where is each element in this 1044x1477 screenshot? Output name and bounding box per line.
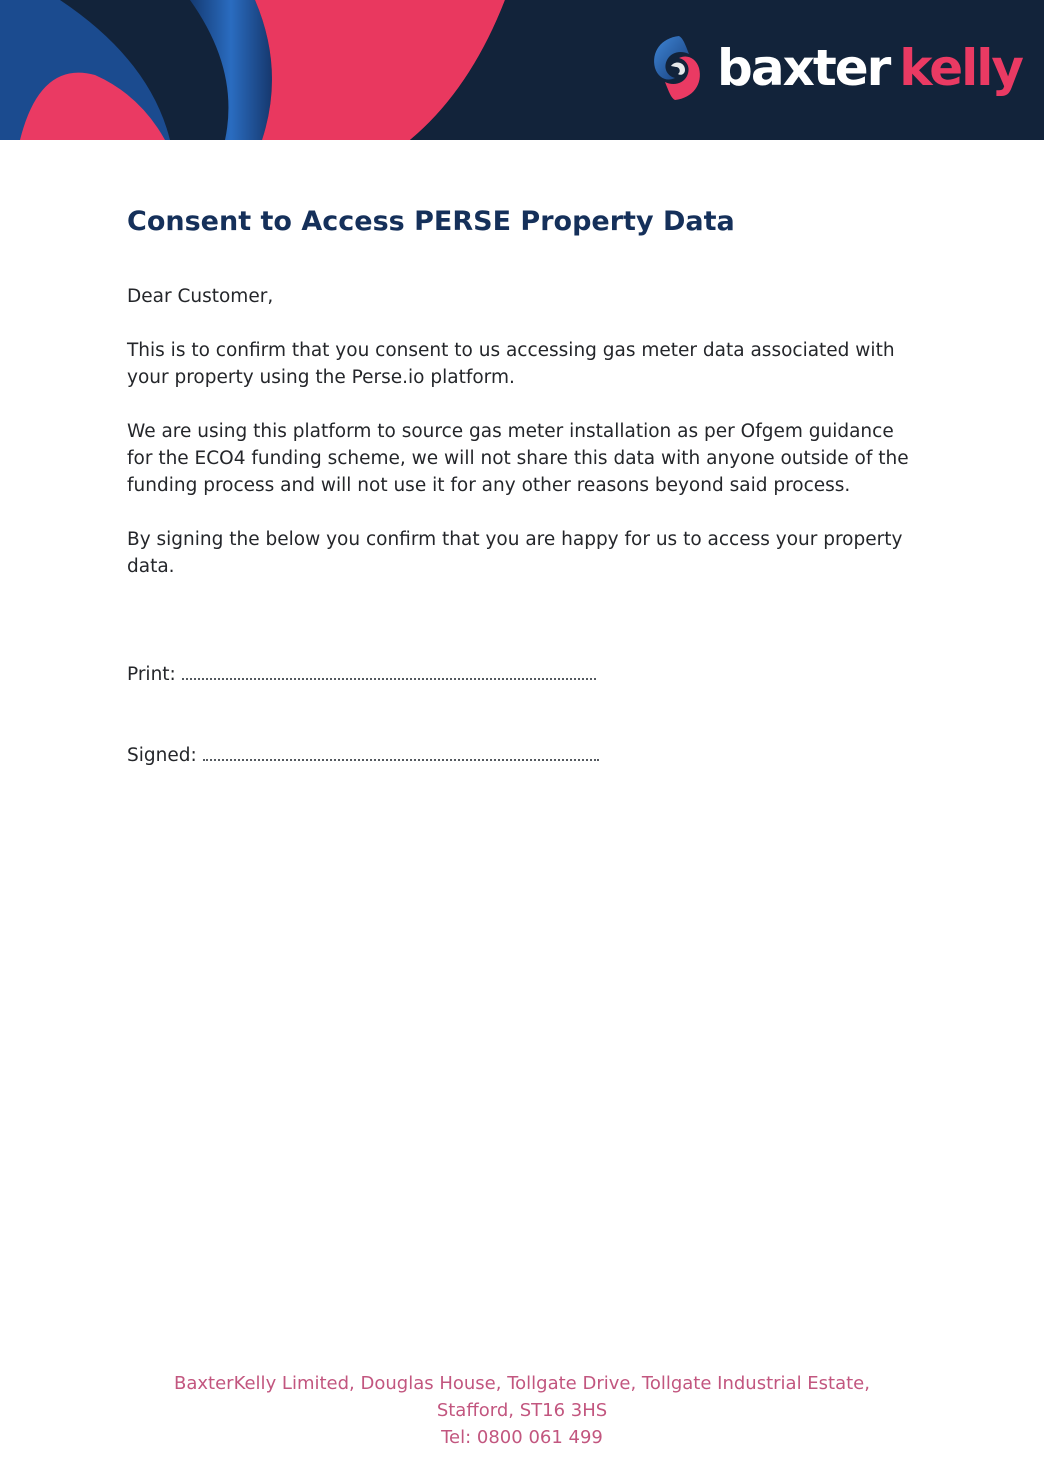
print-label: Print: (127, 664, 176, 685)
brand-name-part1: baxter (717, 39, 890, 97)
signed-dotted-line[interactable] (203, 759, 599, 761)
print-name-field[interactable] (127, 664, 596, 685)
document-title: Consent to Access PERSE Property Data (127, 206, 735, 237)
banner-graphic (0, 0, 520, 140)
brand-name-part2: kelly (899, 39, 1022, 97)
paragraph-consent: This is to confirm that you consent to us accessing gas meter data associated with your property using the Perse.io platform. (127, 340, 895, 388)
footer-address-line1: BaxterKelly Limited, Douglas House, Tollgate Drive, Tollgate Industrial Estate, (174, 1373, 870, 1394)
letter-body (127, 283, 917, 607)
signature-field[interactable] (127, 745, 599, 766)
print-dotted-line[interactable] (182, 678, 596, 680)
signed-label: Signed: (127, 745, 197, 766)
paragraph-confirmation: By signing the below you confirm that you are happy for us to access your property data. (127, 529, 903, 577)
salutation: Dear Customer, (127, 286, 274, 307)
header-banner (0, 0, 1044, 140)
brand-swirl-icon (645, 32, 709, 104)
brand-logo (645, 28, 1022, 108)
paragraph-purpose: We are using this platform to source gas meter installation as per Ofgem guidance for the ECO4 funding scheme, we will not share this data with anyone outside of the funding process and will not use it for any other reasons beyond said process. (127, 421, 909, 496)
footer-phone: Tel: 0800 061 499 (441, 1427, 603, 1448)
footer-address (0, 1370, 1044, 1451)
footer-address-line2: Stafford, ST16 3HS (436, 1400, 608, 1421)
